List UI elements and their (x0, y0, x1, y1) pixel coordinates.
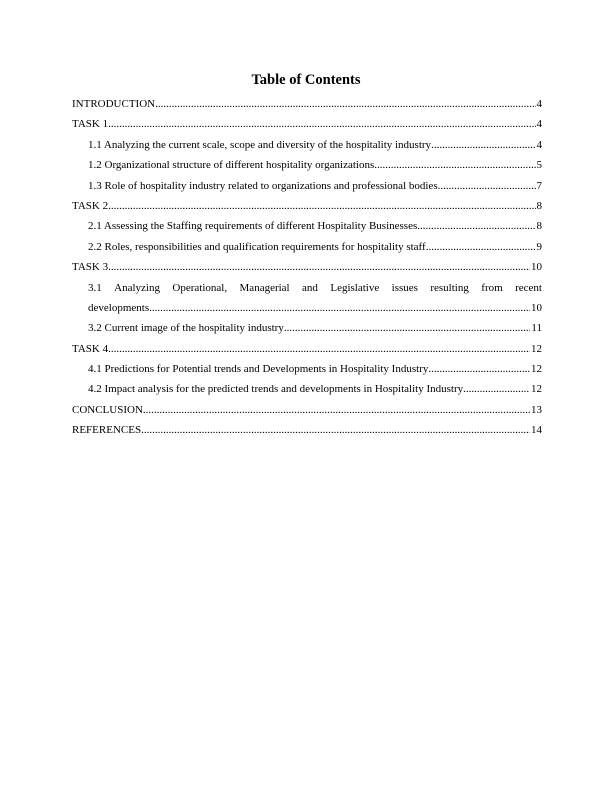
toc-page-number: 11 (531, 322, 542, 335)
toc-page-number: 5 (536, 159, 542, 172)
toc-entry-label-justified: 3.1 Analyzing Operational, Managerial and Legislative issues resulting from recent (88, 281, 542, 294)
toc-page-number: 10 (531, 301, 542, 314)
toc-entry-label: 1.1 Analyzing the current scale, scope and diversity of the hospitality industry (88, 138, 432, 151)
toc-page-number: 4 (536, 118, 542, 131)
toc-entry-label: TASK 4 (72, 342, 109, 355)
toc-page-number: 8 (536, 220, 542, 233)
toc-dot-leader (155, 94, 535, 114)
toc-entry-introduction[interactable] (72, 94, 542, 114)
toc-entry-label: 2.1 Assessing the Staffing requirements of different Hospitality Businesses (88, 220, 418, 233)
toc-entry-task-2[interactable] (72, 196, 542, 216)
toc-entry-2-2[interactable] (72, 237, 542, 257)
toc-entry-3-1[interactable] (72, 278, 542, 319)
toc-page-number: 12 (531, 342, 542, 355)
toc-page-number: 10 (531, 261, 542, 274)
toc-entry-label: INTRODUCTION (72, 98, 156, 110)
toc-dot-leader (463, 379, 530, 399)
toc-page-number: 7 (536, 179, 542, 192)
toc-dot-leader (149, 298, 530, 318)
toc-dot-leader (143, 400, 530, 420)
toc-dot-leader (431, 135, 535, 155)
toc-dot-leader (108, 114, 535, 134)
toc-entry-label: 1.2 Organizational structure of different hospitality organizations (88, 159, 375, 172)
toc-page-number: 12 (531, 363, 542, 376)
toc-page-number: 9 (536, 240, 542, 253)
toc-dot-leader (284, 318, 531, 338)
toc-page-number: 4 (536, 98, 542, 110)
toc-entry-4-2[interactable] (72, 379, 542, 399)
toc-entry-4-1[interactable] (72, 359, 542, 379)
toc-page-number: 13 (531, 403, 542, 416)
toc-entry-label: REFERENCES (72, 424, 142, 437)
toc-dot-leader (426, 237, 536, 257)
toc-entry-label: CONCLUSION (72, 403, 143, 416)
toc-entry-label: 4.1 Predictions for Potential trends and Developments in Hospitality Industry (88, 363, 429, 376)
toc-entry-task-1[interactable] (72, 114, 542, 134)
toc-entry-label: TASK 3 (72, 261, 109, 274)
toc-dot-leader (108, 339, 530, 359)
toc-entry-label: 3.2 Current image of the hospitality industry (88, 322, 284, 335)
toc-entry-1-2[interactable] (72, 155, 542, 175)
toc-entry-continuation (88, 298, 542, 318)
toc-entry-task-3[interactable] (72, 257, 542, 277)
toc-dot-leader (374, 155, 535, 175)
toc-entry-label: 4.2 Impact analysis for the predicted trends and developments in Hospitality Industry (88, 383, 464, 396)
toc-entry-2-1[interactable] (72, 216, 542, 236)
toc-page-number: 12 (531, 383, 542, 396)
toc-page-number: 14 (531, 424, 542, 437)
toc-dot-leader (141, 420, 530, 440)
toc-entry-label: 2.2 Roles, responsibilities and qualification requirements for hospitality staff (88, 240, 426, 253)
toc-dot-leader (438, 176, 536, 196)
toc-list (72, 94, 542, 441)
toc-entry-label: developments (88, 301, 150, 314)
toc-dot-leader (417, 216, 535, 236)
toc-entry-3-2[interactable] (72, 318, 542, 338)
toc-entry-conclusion[interactable] (72, 400, 542, 420)
toc-dot-leader (108, 257, 530, 277)
toc-page-number: 8 (536, 199, 542, 212)
toc-entry-1-3[interactable] (72, 176, 542, 196)
toc-dot-leader (428, 359, 530, 379)
toc-entry-label: 1.3 Role of hospitality industry related to organizations and professional bodies (88, 179, 438, 192)
toc-entry-references[interactable] (72, 420, 542, 440)
toc-entry-label: TASK 2 (72, 199, 109, 212)
toc-entry-task-4[interactable] (72, 339, 542, 359)
toc-entry-label: TASK 1 (72, 118, 109, 131)
toc-entry-1-1[interactable] (72, 135, 542, 155)
toc-dot-leader (108, 196, 535, 216)
toc-title: Table of Contents (251, 72, 361, 88)
toc-page-number: 4 (536, 138, 542, 151)
